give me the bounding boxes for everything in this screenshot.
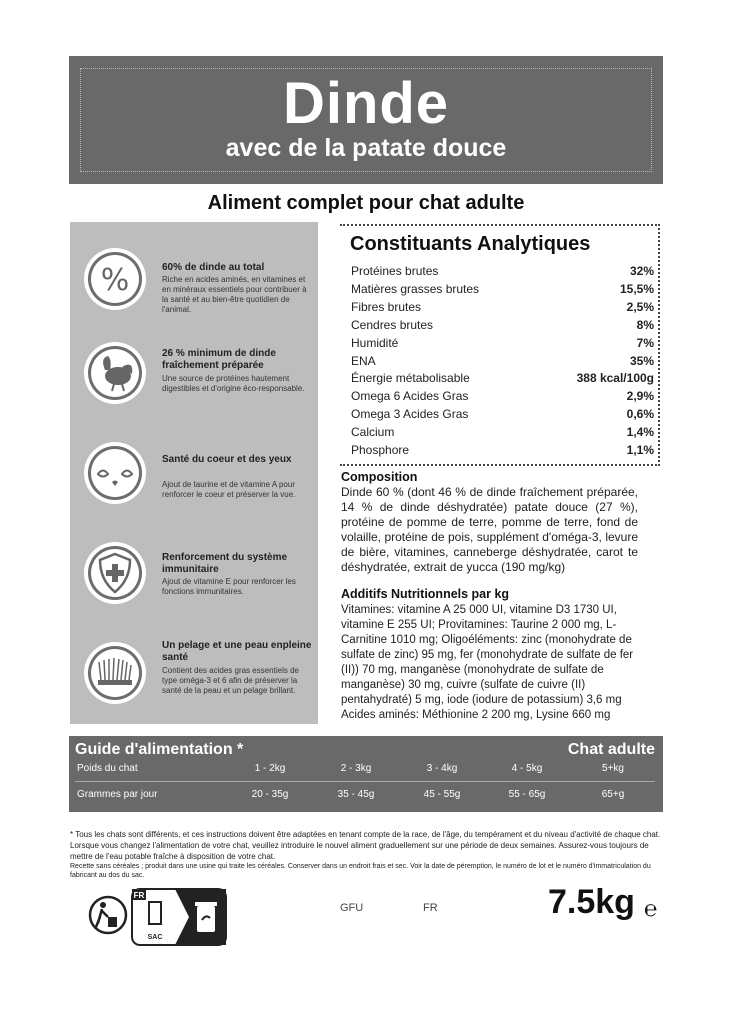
feature-description: Riche en acides aminés, en vitamines et en minéraux essentiels pour contribuer à la santé et au bien-être quotidien de l'animal. — [162, 275, 307, 314]
grams-cell: 20 - 35g — [251, 789, 289, 800]
analytics-row — [351, 334, 654, 352]
composition-title: Composition — [341, 470, 418, 484]
analytics-label: Calcium — [351, 425, 395, 439]
product-header — [69, 56, 663, 184]
country-label: FR — [423, 902, 438, 914]
feeding-guide-target: Chat adulte — [567, 741, 655, 758]
feature-item — [70, 234, 318, 334]
analytics-row — [351, 369, 654, 387]
analytics-value: 7% — [636, 336, 654, 350]
feature-title: 26 % minimum de dinde fraîchement préparée — [162, 348, 276, 371]
weight-cell: 5+kg — [602, 763, 624, 774]
analytics-value: 0,6% — [626, 407, 654, 421]
feature-title: Santé du coeur et des yeux — [162, 454, 292, 465]
feeding-guide — [69, 736, 663, 812]
analytics-label: Humidité — [351, 336, 399, 350]
cat-face-icon — [82, 440, 148, 506]
weight-row-label: Poids du chat — [77, 763, 138, 774]
analytics-label: Omega 6 Acides Gras — [351, 389, 469, 403]
feature-item — [70, 634, 318, 734]
analytics-label: Phosphore — [351, 443, 410, 457]
grams-row-label: Grammes par jour — [77, 789, 158, 800]
recycle-person-icon — [88, 893, 128, 937]
analytics-value: 1,1% — [626, 443, 654, 457]
composition-text: Dinde 60 % (dont 46 % de dinde fraîchement préparée, 14 % de dinde déshydratée) patate douce (27 %), protéine de pomme de terre, pomme de terre, fond de volaille, protéine de pois, supplément d'oméga-3, levure de bière, vitamines, canneberge déshydratée, carot te déshydratée, extrait de yucca (190 mg/kg) — [341, 485, 638, 574]
analytics-row — [351, 298, 654, 316]
analytics-value: 15,5% — [619, 282, 654, 296]
weight-cell: 2 - 3kg — [340, 763, 372, 774]
grams-cell: 65+g — [601, 789, 625, 800]
grams-cell: 45 - 55g — [423, 789, 461, 800]
feature-description: Ajout de taurine et de vitamine A pour renforcer le coeur et préserver la vue. — [162, 480, 296, 499]
analytics-row — [351, 441, 654, 459]
percent-icon — [82, 246, 148, 312]
triman-sorting-logo — [131, 888, 227, 946]
feature-item — [70, 534, 318, 634]
turkey-icon — [82, 340, 148, 406]
weight-cell: 1 - 2kg — [254, 763, 286, 774]
analytics-row — [351, 387, 654, 405]
analytics-label: Protéines brutes — [351, 264, 439, 278]
product-tagline: Aliment complet pour chat adulte — [207, 192, 525, 214]
analytics-row — [351, 316, 654, 334]
analytics-row — [351, 352, 654, 370]
weight-cell: 4 - 5kg — [511, 763, 543, 774]
feature-title: 60% de dinde au total — [162, 262, 265, 273]
fur-brush-icon — [82, 640, 148, 706]
shield-cross-icon — [82, 540, 148, 606]
estimated-sign: ℮ — [644, 896, 658, 921]
feeding-guide-title: Guide d'alimentation * — [75, 741, 244, 758]
net-weight: 7.5kg — [548, 883, 635, 921]
analytics-row — [351, 262, 654, 280]
gfu-label: GFU — [340, 902, 364, 914]
analytics-label: Fibres brutes — [351, 300, 422, 314]
additives-title: Additifs Nutritionnels par kg — [341, 587, 510, 601]
analytics-title: Constituants Analytiques — [350, 233, 591, 255]
features-panel — [70, 222, 318, 724]
analytics-label: Omega 3 Acides Gras — [351, 407, 469, 421]
analytics-row — [351, 280, 654, 298]
feature-item — [70, 434, 318, 534]
analytics-box — [340, 224, 660, 466]
analytics-row — [351, 405, 654, 423]
analytics-label: Cendres brutes — [351, 318, 434, 332]
analytics-value: 35% — [629, 354, 654, 368]
analytics-label: Énergie métabolisable — [351, 371, 470, 385]
triman-material-label: SAC — [147, 934, 163, 941]
guide-divider — [75, 781, 655, 782]
analytics-value: 388 kcal/100g — [576, 371, 654, 385]
feeding-footnote: * Tous les chats sont différents, et ces instructions doivent être adaptées en tenant compte de la race, de l'âge, du tempérament et du niveau d'activité de chaque chat. Lorsque vous changez l'alimentation de votre chat, veuillez introduire le nouvel aliment graduellement sur une période de deux semaines. Assurez-vous toujours de mettre de l'eau potable fraîche à disposition de votre chat. — [70, 830, 661, 861]
analytics-label: Matières grasses brutes — [351, 282, 480, 296]
analytics-label: ENA — [351, 354, 376, 368]
analytics-value: 1,4% — [626, 425, 654, 439]
feature-item — [70, 334, 318, 434]
feature-title: Renforcement du système immunitaire — [162, 552, 288, 575]
feature-description: Une source de protéines hautement digestibles et d'origine éco-responsable. — [162, 374, 305, 393]
grams-cell: 55 - 65g — [508, 789, 546, 800]
grams-cell: 35 - 45g — [337, 789, 375, 800]
triman-country-label: FR — [133, 891, 145, 900]
feature-title: Un pelage et une peau enpleine santé — [162, 640, 312, 663]
weight-cell: 3 - 4kg — [426, 763, 458, 774]
analytics-row — [351, 423, 654, 441]
svg-text:%: % — [100, 263, 130, 298]
analytics-value: 2,9% — [626, 389, 654, 403]
storage-footnote: Recette sans céréales ; produit dans une usine qui traite les céréales. Conserver dans un endroit frais et sec. Voir la date de péremption, le numéro de lot et le numéro d'immatriculation du fabricant au dos du sac. — [70, 863, 651, 879]
product-title: Dinde — [282, 71, 450, 136]
feature-description: Contient des acides gras essentiels de type oméga-3 et 6 afin de préserver la santé de la peau et un pelage brillant. — [162, 666, 299, 695]
additives-text: Vitamines: vitamine A 25 000 UI, vitamine D3 1730 UI, vitamine E 255 UI; Provitamines: Taurine 2 000 mg, L-Carnitine 1010 mg; Oligoéléments: zinc (monohydrate de sulfate de zinc) 95 mg, fer (monohydrate de sulfate de fer (II)) 70 mg, manganèse (monohydrate de sulfate de manganèse) 30 mg, cuivre (sulfate de cuivre (II) pentahydraté) 5 mg, iode (iodure de potassium) 3,6 mg Acides aminés: Méthionine 2 200 mg, Lysine 660 mg — [341, 604, 634, 721]
analytics-value: 32% — [629, 264, 654, 278]
feature-description: Ajout de vitamine E pour renforcer les fonctions immunitaires. — [162, 577, 296, 596]
product-subtitle: avec de la patate douce — [225, 134, 507, 162]
analytics-value: 8% — [636, 318, 654, 332]
analytics-value: 2,5% — [626, 300, 654, 314]
